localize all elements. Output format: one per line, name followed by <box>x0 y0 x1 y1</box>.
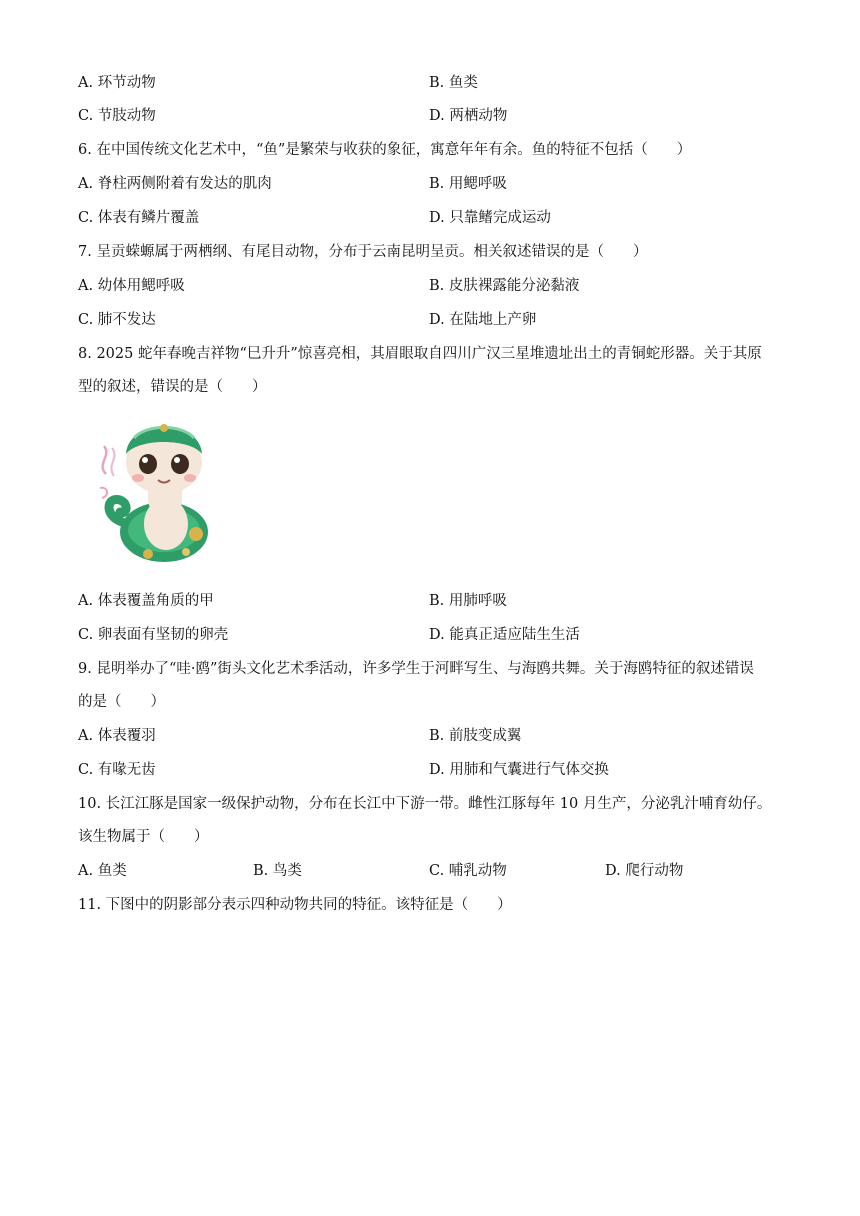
q11-stem: 11. 下图中的阴影部分表示四种动物共同的特征。该特征是（ ） <box>78 897 512 913</box>
q10-option-b: B. 鸟类 <box>253 863 302 879</box>
q10-option-d: D. 爬行动物 <box>605 863 684 879</box>
q9-stem-line1: 9. 昆明举办了“哇·鸥”街头文化艺术季活动，许多学生于河畔写生、与海鸥共舞。关于海鸥特征的叙述错误 <box>78 661 754 677</box>
q8-stem-line2: 型的叙述，错误的是（ ） <box>78 379 267 395</box>
q10-option-a: A. 鱼类 <box>78 863 127 879</box>
q10-option-c: C. 哺乳动物 <box>429 863 507 879</box>
q8-stem-line1: 8. 2025 蛇年春晚吉祥物“巳升升”惊喜亮相，其眉眼取自四川广汉三星堆遗址出土的青铜蛇形器。关于其原 <box>78 346 762 362</box>
q6-stem: 6. 在中国传统文化艺术中，“鱼”是繁荣与收获的象征，寓意年年有余。鱼的特征不包括（ ） <box>78 142 692 158</box>
q7-stem: 7. 呈贡蝾螈属于两栖纲、有尾目动物，分布于云南昆明呈贡。相关叙述错误的是（ ） <box>78 244 648 260</box>
q5-option-a: A. 环节动物 <box>78 75 156 91</box>
q9-option-d: D. 用肺和气囊进行气体交换 <box>429 762 609 778</box>
q7-option-d: D. 在陆地上产卵 <box>429 312 537 328</box>
q6-option-a: A. 脊柱两侧附着有发达的肌肉 <box>78 176 272 192</box>
q6-option-b: B. 用鳃呼吸 <box>429 176 507 192</box>
q9-option-c: C. 有喙无齿 <box>78 762 156 778</box>
q6-option-c: C. 体表有鳞片覆盖 <box>78 210 200 226</box>
q7-option-a: A. 幼体用鳃呼吸 <box>78 278 185 294</box>
q10-stem-line1: 10. 长江江豚是国家一级保护动物，分布在长江中下游一带。雌性江豚每年 10 月生产，分泌乳汁哺育幼仔。 <box>78 796 772 812</box>
q8-option-a: A. 体表覆盖角质的甲 <box>78 593 214 609</box>
q8-option-b: B. 用肺呼吸 <box>429 593 507 609</box>
q5-option-b: B. 鱼类 <box>429 75 478 91</box>
q7-option-b: B. 皮肤裸露能分泌黏液 <box>429 278 580 294</box>
q8-option-d: D. 能真正适应陆生生活 <box>429 627 580 643</box>
q9-stem-line2: 的是（ ） <box>78 694 165 710</box>
q5-option-d: D. 两栖动物 <box>429 108 508 124</box>
q6-option-d: D. 只靠鳍完成运动 <box>429 210 551 226</box>
q7-option-c: C. 肺不发达 <box>78 312 156 328</box>
q9-option-a: A. 体表覆羽 <box>78 728 156 744</box>
q5-option-c: C. 节肢动物 <box>78 108 156 124</box>
q8-option-c: C. 卵表面有坚韧的卵壳 <box>78 627 229 643</box>
q10-stem-line2: 该生物属于（ ） <box>78 829 209 845</box>
mascot-snake-figure <box>86 404 222 572</box>
q9-option-b: B. 前肢变成翼 <box>429 728 522 744</box>
